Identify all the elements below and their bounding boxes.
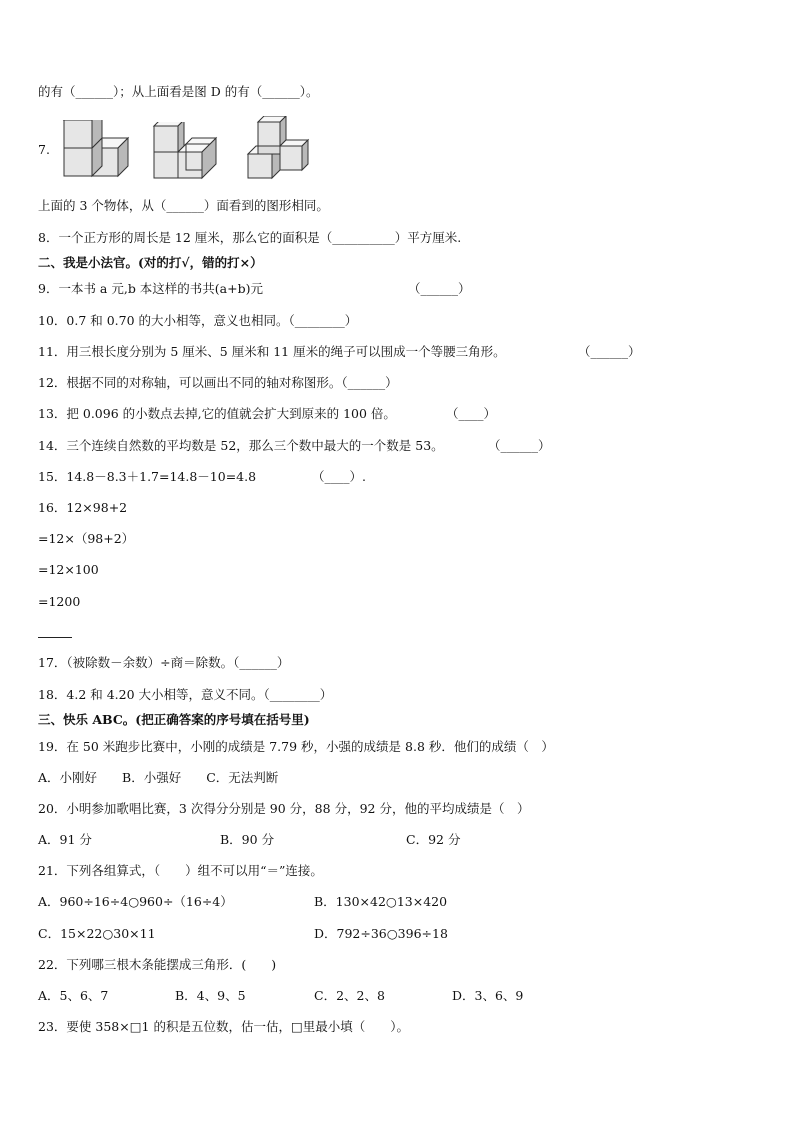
cube-figure-1 — [60, 120, 134, 184]
q15-text: 15．14.8－8.3＋1.7=14.8－10=4.8 — [38, 469, 257, 484]
q16-step-2: =12×100 — [38, 562, 99, 577]
q16-step-3: =1200 — [38, 594, 81, 609]
q21-option-b: B．130×42○13×420 — [314, 894, 448, 909]
q7-text: 上面的 3 个物体，从（______）面看到的图形相同。 — [38, 198, 329, 213]
q16-text: 16．12×98+2 — [38, 500, 128, 515]
q22-option-b: B．4、9、5 — [175, 988, 246, 1003]
q19-options: A．小刚好 B．小强好 C．无法判断 — [38, 770, 279, 785]
q22-option-c: C．2、2、8 — [314, 988, 385, 1003]
q9-answer-blank[interactable]: （______） — [408, 281, 471, 296]
q17-text: 17．（被除数－余数）÷商＝除数。（______） — [38, 655, 290, 670]
q7-number: 7. — [38, 142, 50, 157]
q8-text: 8．一个正方形的周长是 12 厘米，那么它的面积是（__________）平方厘米. — [38, 230, 462, 245]
section-3-heading: 三、快乐 ABC。(把正确答案的序号填在括号里) — [38, 712, 310, 727]
cube-figure-3-cube — [258, 116, 286, 146]
q22-option-a: A．5、6、7 — [38, 988, 109, 1003]
q23-text: 23．要使 358×□1 的积是五位数，估一估，□里最小填（ ）。 — [38, 1019, 410, 1034]
q14-answer-blank[interactable]: （______） — [488, 438, 551, 453]
cube-figure-1-cube — [64, 120, 102, 148]
cube-figure-2-cube — [154, 122, 184, 152]
q21-option-c: C．15×22○30×11 — [38, 926, 156, 941]
q13-answer-blank[interactable]: （____） — [446, 406, 497, 421]
q11-answer-blank[interactable]: （______） — [578, 344, 641, 359]
q12-text: 12．根据不同的对称轴，可以画出不同的轴对称图形。（______） — [38, 375, 398, 390]
q11-text: 11．用三根长度分别为 5 厘米、5 厘米和 11 厘米的绳子可以围成一个等腰三角形。 — [38, 344, 506, 359]
q22-text: 22．下列哪三根木条能摆成三角形．( ) — [38, 957, 277, 972]
q21-option-d: D．792÷36○396÷18 — [314, 926, 448, 941]
q21-option-a: A．960÷16÷4○960÷（16÷4） — [38, 894, 233, 909]
q20-text: 20．小明参加歌唱比赛，3 次得分分别是 90 分，88 分，92 分，他的平均成绩是（ ） — [38, 801, 530, 816]
q15-answer-blank[interactable]: （____）. — [312, 469, 366, 484]
q9-text: 9．一本书 a 元,b 本这样的书共(a+b)元 — [38, 281, 263, 296]
cube-figure-3 — [244, 116, 316, 184]
cube-figure-3-cube — [258, 146, 280, 154]
line-previous-question-end: 的有（______）；从上面看是图 D 的有（______）。 — [38, 84, 319, 99]
q21-text: 21．下列各组算式，（ ）组不可以用“＝”连接。 — [38, 863, 323, 878]
q13-text: 13．把 0.096 的小数点去掉,它的值就会扩大到原来的 100 倍。 — [38, 406, 396, 421]
q18-text: 18．4.2 和 4.20 大小相等，意义不同。（________） — [38, 687, 333, 702]
q10-text: 10．0.7 和 0.70 的大小相等，意义也相同。（________） — [38, 313, 358, 328]
cube-figure-2 — [150, 122, 220, 184]
q14-text: 14．三个连续自然数的平均数是 52，那么三个数中最大的一个数是 53。 — [38, 438, 444, 453]
q22-option-d: D．3、6、9 — [452, 988, 524, 1003]
section-2-heading: 二、我是小法官。(对的打√，错的打×） — [38, 255, 263, 270]
cube-figure-3-cube — [280, 140, 308, 170]
cube-figure-2-cube — [154, 152, 178, 178]
q19-text: 19．在 50 米跑步比赛中，小刚的成绩是 7.79 秒，小强的成绩是 8.8 秒．他们的成绩（ ） — [38, 739, 554, 754]
q20-option-c: C．92 分 — [406, 832, 461, 847]
q20-option-a: A．91 分 — [38, 832, 92, 847]
q20-option-b: B．90 分 — [220, 832, 275, 847]
q16-step-1: =12×（98+2） — [38, 531, 135, 546]
q16-answer-blank[interactable] — [38, 637, 72, 638]
